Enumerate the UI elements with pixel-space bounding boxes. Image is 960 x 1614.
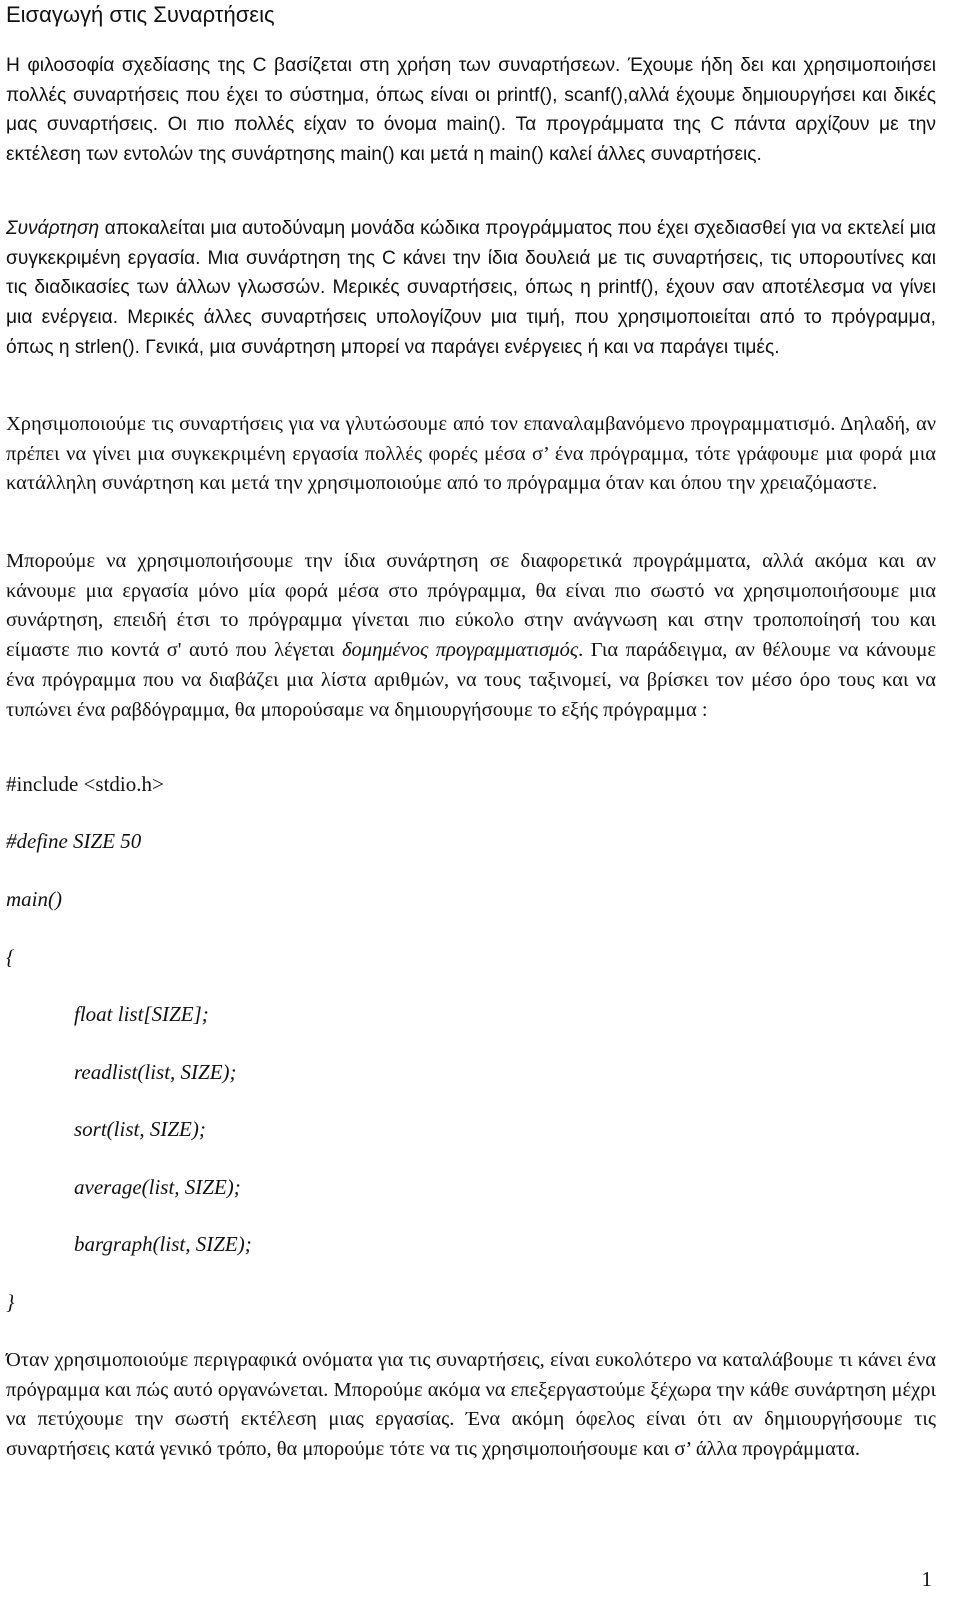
paragraph-definition-text: αποκαλείται μια αυτοδύναμη μονάδα κώδικα προγράμματος που έχει σχεδιασθεί για να εκτελεί μια συγκεκριμένη εργασία. Μια συνάρτηση της C κάνει την ίδια δουλειά με τις συναρτήσεις, τις υπορουτίνες και τις διαδικασίες των άλλων γλωσσών. Μερικές συναρτήσεις, όπως η printf(), έχουν σαν αποτέλεσμα να γίνει μια ενέργεια. Μερικές άλλες συναρτήσεις υπολογίζουν μια τιμή, που χρησιμοποιείται από το πρόγραμμα, όπως η strlen(). Γενικά, μια συνάρτηση μπορεί να παράγει ενέργειες ή και να παράγει τιμές. bbox=[6, 218, 936, 358]
code-include: #include <stdio.h> bbox=[6, 772, 164, 796]
page-number: 1 bbox=[921, 1567, 932, 1591]
code-define: #define SIZE 50 bbox=[6, 829, 142, 853]
code-line: readlist(list, SIZE); bbox=[74, 1060, 237, 1084]
code-main: main() bbox=[6, 887, 62, 911]
term-function: Συνάρτηση bbox=[6, 218, 100, 239]
code-line: float list[SIZE]; bbox=[74, 1002, 209, 1026]
paragraph-purpose: Χρησιμοποιούμε τις συναρτήσεις για να γλυτώσουμε από τον επαναλαμβανόμενο προγραμματισμό. Δηλαδή, αν πρέπει να γίνει μια συγκεκριμένη εργασία πολλές φορές μέσα σ’ ένα πρόγραμμα, τότε γράφουμε μια φορά μια κατάλληλη συνάρτηση και μετά την χρησιμοποιούμε από το πρόγραμμα όταν και όπου την χρειαζόμαστε. bbox=[6, 413, 936, 495]
paragraph-intro: Η φιλοσοφία σχεδίασης της C βασίζεται στη χρήση των συναρτήσεων. Έχουμε ήδη δει και χρησιμοποιήσει πολλές συναρτήσεις που έχει το σύστημα, όπως είναι οι printf(), scanf(),αλλά έχουμε δημιουργήσει και δικές μας συναρτήσεις. Οι πιο πολλές είχαν το όνομα main(). Τα προγράμματα της C πάντα αρχίζουν με την εκτέλεση των εντολών της συνάρτησης main() και μετά η main() καλεί άλλες συναρτήσεις. bbox=[6, 55, 936, 166]
paragraph-definition bbox=[6, 214, 936, 363]
code-line: sort(list, SIZE); bbox=[74, 1117, 206, 1141]
code-open-brace: { bbox=[6, 945, 15, 969]
document-title: Εισαγωγή στις Συναρτήσεις bbox=[6, 2, 275, 27]
term-structured-programming: δομημένος προγραμματισμός bbox=[342, 639, 579, 662]
paragraph-structured bbox=[6, 547, 936, 725]
paragraph-benefits: Όταν χρησιμοποιούμε περιγραφικά ονόματα για τις συναρτήσεις, είναι ευκολότερο να καταλάβουμε τι κάνει ένα πρόγραμμα και πώς αυτό οργανώνεται. Μπορούμε ακόμα να επεξεργαστούμε ξέχωρα την κάθε συνάρτηση μέχρι να πετύχουμε την σωστή εκτέλεση μιας εργασίας. Ένα ακόμη όφελος είναι ότι αν δημιουργήσουμε τις συναρτήσεις κατά γενικό τρόπο, θα μπορούμε τότε να τις χρησιμοποιήσουμε και σ’ άλλα προγράμματα. bbox=[6, 1349, 936, 1461]
code-line: bargraph(list, SIZE); bbox=[74, 1232, 252, 1256]
code-close-brace: } bbox=[6, 1290, 15, 1314]
code-line: average(list, SIZE); bbox=[74, 1175, 241, 1199]
paragraph-structured-text-2: . Για παράδειγμα, αν θέλουμε να κάνουμε ένα πρόγραμμα που να διαβάζει μια λίστα αριθμών, να τους ταξινομεί, να βρίσκει τον μέσο όρο τους και να τυπώνει ένα ραβδόγραμμα, θα μπορούσαμε να δημιουργήσουμε το εξής πρόγραμμα : bbox=[6, 639, 936, 721]
paragraph-structured-text-1: Μπορούμε να χρησιμοποιήσουμε την ίδια συνάρτηση σε διαφορετικά προγράμματα, αλλά ακόμα και αν κάνουμε μια εργασία μόνο μία φορά μέσα στο πρόγραμμα, θα είναι πιο σωστό να χρησιμοποιήσουμε μια συνάρτηση, επειδή έτσι το πρόγραμμα γίνεται πιο εύκολο στην ανάγνωση και στην τροποποίησή του και είμαστε πιο κοντά σ' αυτό που λέγεται bbox=[6, 550, 936, 662]
